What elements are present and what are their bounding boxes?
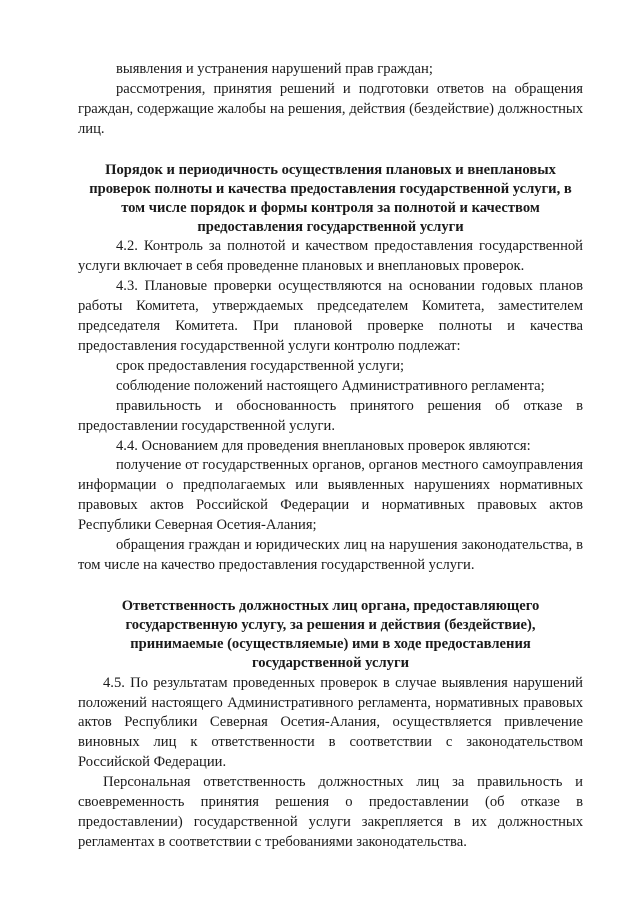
section-heading: Ответственность должностных лиц органа, предоставляющего государственную услугу, за решения и действия (бездействие), принимаемые (осуществляемые) ими в ходе предоставления государственной услуги bbox=[121, 597, 540, 672]
paragraph: 4.3. Плановые проверки осуществляются на основании годовых планов работы Комитета, утверждаемых председателем Комитета, заместителем председателя Комитета. При плановой проверке полноты и качества предоставления государственной услуги контролю подлежат: bbox=[78, 278, 583, 354]
paragraph: срок предоставления государственной услуги; bbox=[116, 357, 405, 374]
paragraph: 4.5. По результатам проведенных проверок в случае выявления нарушений положений настоящего Административного регламента, нормативных правовых актов Республики Северная Осетия-Алания, осуществляется привлечение виновных лиц к ответственности в соответствии с законодательством Российской Федерации. bbox=[78, 674, 583, 771]
paragraph: обращения граждан и юридических лиц на нарушения законодательства, в том числе на качество предоставления государственной услуги. bbox=[78, 537, 583, 573]
paragraph: рассмотрения, принятия решений и подготовки ответов на обращения граждан, содержащие жалобы на решения, действия (бездействие) должностных лиц. bbox=[78, 80, 583, 137]
section-heading: Порядок и периодичность осуществления плановых и внеплановых проверок полноты и качества предоставления государственной услуги, в том числе порядок и формы контроля за полнотой и качеством предоставления государственной услуги bbox=[89, 161, 572, 236]
paragraph: получение от государственных органов, органов местного самоуправления информации о предполагаемых или выявленных нарушениях нормативных правовых актов Российской Федерации и нормативных правовых актов Республики Северная Осетия-Алания; bbox=[78, 457, 583, 534]
paragraph: правильность и обоснованность принятого решения об отказе в предоставлении государственной услуги. bbox=[78, 397, 583, 434]
paragraph: Персональная ответственность должностных лиц за правильность и своевременность принятия решения о предоставлении (об отказе в предоставлении) государственной услуги закрепляется в их должностных регламентах в соответствии с требованиями законодательства. bbox=[78, 774, 583, 850]
paragraph: 4.2. Контроль за полнотой и качеством предоставления государственной услуги включает в себя проведенне плановых и внеплановых проверок. bbox=[78, 238, 583, 275]
paragraph: соблюдение положений настоящего Административного регламента; bbox=[116, 377, 545, 394]
paragraph: 4.4. Основанием для проведения внеплановых проверок являются: bbox=[116, 437, 531, 454]
document-page bbox=[78, 60, 583, 853]
paragraph: выявления и устранения нарушений прав граждан; bbox=[116, 61, 433, 77]
